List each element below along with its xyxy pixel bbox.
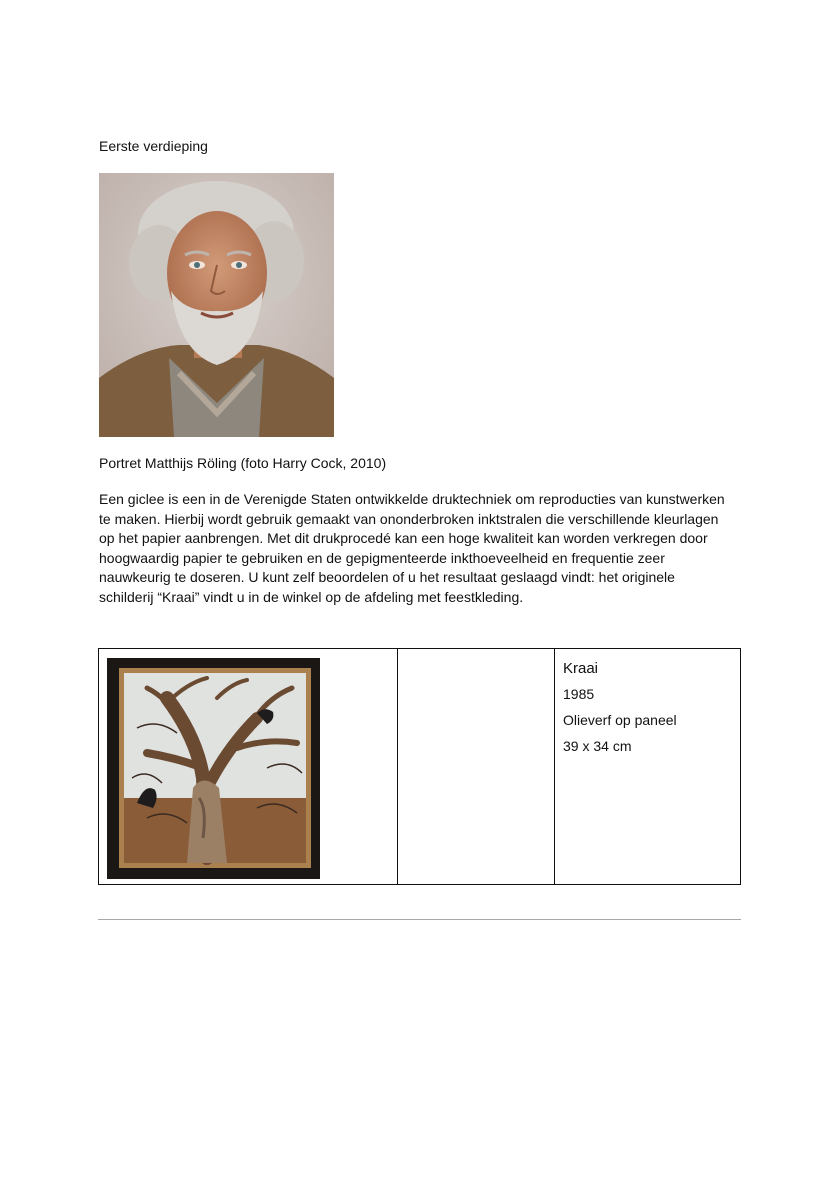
artwork-year: 1985 — [563, 686, 595, 702]
section-heading: Eerste verdieping — [99, 138, 208, 154]
kraai-painting — [107, 658, 320, 879]
portrait-caption: Portret Matthijs Röling (foto Harry Cock, 2010) — [99, 455, 387, 471]
artwork-image-cell — [99, 649, 398, 885]
paragraph-line: op het papier aanbrengen. Met dit drukprocedé kan een hoge kwaliteit kan worden verkregen door — [99, 530, 708, 546]
artwork-dimensions: 39 x 34 cm — [563, 738, 632, 754]
artwork-details-cell — [555, 649, 741, 885]
artwork-table — [98, 648, 741, 885]
paragraph-line: hoogwaardig papier te gebruiken en de gepigmenteerde inkthoeveelheid en frequentie zeer — [99, 549, 665, 566]
portrait-photo — [99, 173, 334, 437]
artwork-title: Kraai — [563, 660, 599, 677]
paragraph-line: nauwkeurig te doseren. U kunt zelf beoordelen of u het resultaat geslaagd vindt: het originele — [99, 569, 675, 585]
horizontal-rule — [98, 919, 741, 920]
paragraph-line: Een giclee is een in de Verenigde Staten ontwikkelde druktechniek om reproducties van kunstwerken — [99, 491, 725, 507]
paragraph-line: te maken. Hierbij wordt gebruik gemaakt van ononderbroken inktstralen die verschillende kleurlagen — [99, 510, 719, 527]
giclee-paragraph — [99, 490, 749, 607]
empty-cell — [398, 649, 555, 885]
paragraph-line: schilderij “Kraai” vindt u in de winkel op de afdeling met feestkleding. — [99, 588, 524, 605]
artwork-medium: Olieverf op paneel — [563, 712, 677, 728]
